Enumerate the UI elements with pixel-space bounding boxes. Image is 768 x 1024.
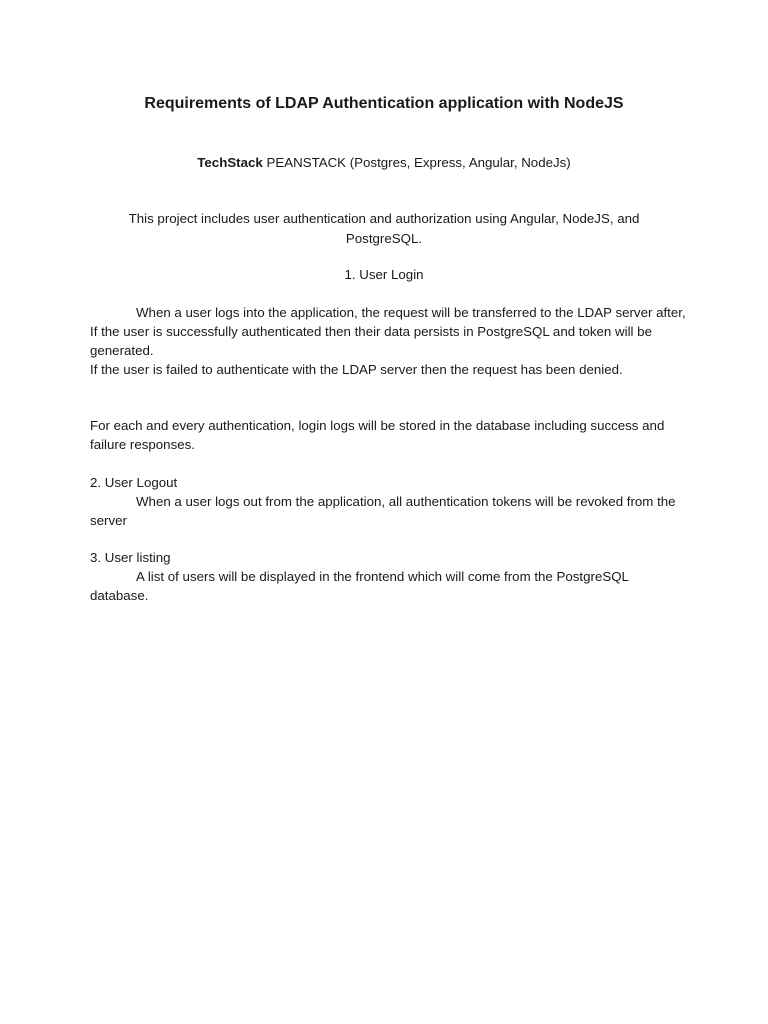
login-paragraph-failure: If the user is failed to authenticate with the LDAP server then the request has been denied.	[90, 362, 623, 377]
login-paragraph-ldap-transfer: When a user logs into the application, the request will be transferred to the LDAP server after,	[136, 305, 686, 320]
listing-paragraph: A list of users will be displayed in the frontend which will come from the PostgreSQL database.	[90, 569, 629, 603]
logout-paragraph: When a user logs out from the application, all authentication tokens will be revoked from the server	[90, 494, 676, 528]
login-logs-paragraph: For each and every authentication, login logs will be stored in the database including success and failure responses.	[90, 418, 665, 452]
techstack-label: TechStack	[197, 155, 263, 170]
intro-paragraph: This project includes user authentication and authorization using Angular, NodeJS, and PostgreSQL.	[128, 211, 640, 246]
document-title: Requirements of LDAP Authentication application with NodeJS	[144, 95, 624, 112]
section-login-logs	[90, 416, 690, 454]
section-user-login	[90, 303, 690, 379]
section-heading-user-login: 1. User Login	[344, 267, 424, 282]
techstack-line	[0, 154, 768, 172]
section-user-logout	[90, 473, 690, 530]
techstack-value: PEANSTACK (Postgres, Express, Angular, NodeJs)	[262, 155, 571, 170]
login-paragraph-success: If the user is successfully authenticated then their data persists in PostgreSQL and token will be generated.	[90, 324, 652, 358]
section-user-listing	[90, 548, 690, 605]
section-heading-user-logout: 2. User Logout	[90, 475, 178, 490]
section-heading-user-listing: 3. User listing	[90, 550, 171, 565]
